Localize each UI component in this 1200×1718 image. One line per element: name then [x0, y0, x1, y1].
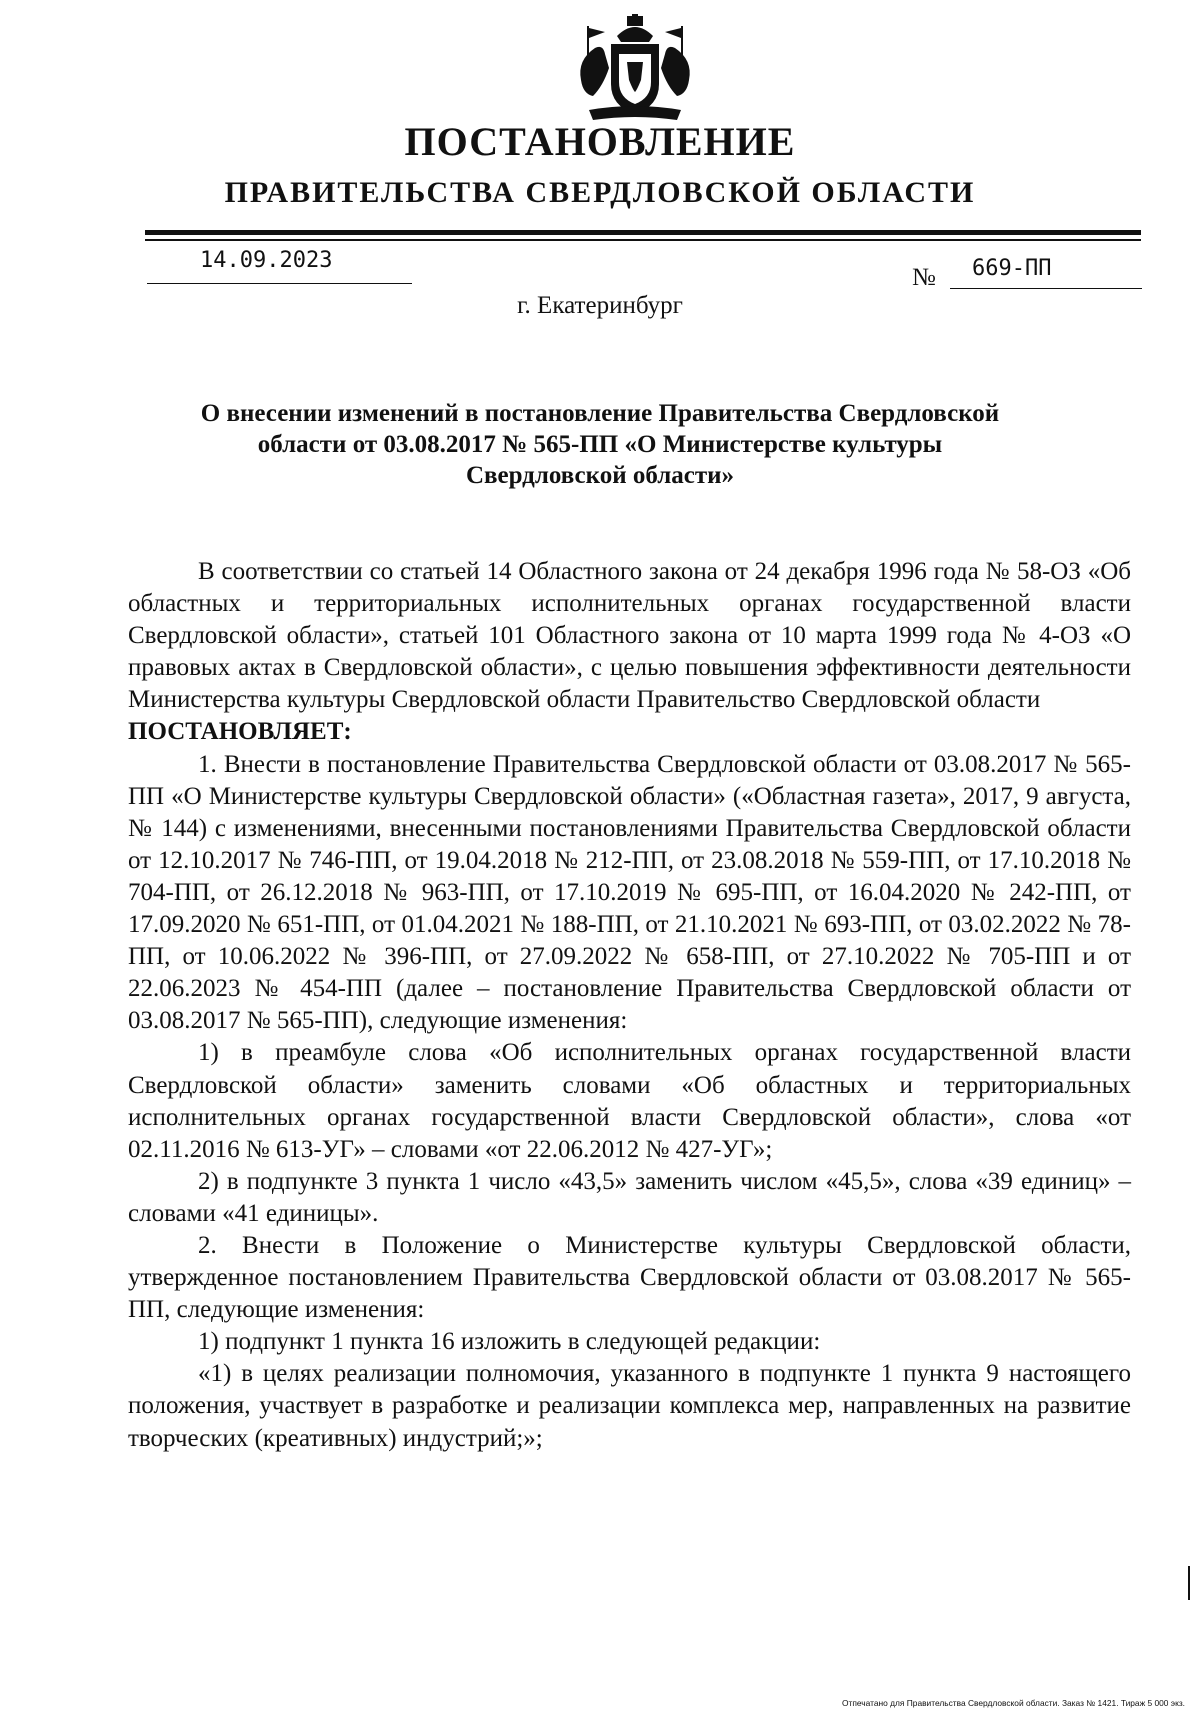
print-note: Отпечатано для Правительства Свердловской области. Заказ № 1421. Тираж 5 000 экз. — [842, 1698, 1185, 1708]
coat-of-arms-icon — [575, 14, 695, 126]
paragraph-item-2-1-quote: «1) в целях реализации полномочия, указанного в подпункте 1 пункта 9 настоящего положения, участвует в разработке и реализации комплекса мер, направленных на развитие творческих (креативных) индустрий;»; — [128, 1360, 1131, 1452]
document-number: 669-ПП — [972, 256, 1052, 281]
number-underline — [950, 288, 1142, 289]
date-underline — [147, 283, 412, 284]
paragraph-preamble: В соответствии со статьей 14 Областного закона от 24 декабря 1996 года № 58-ОЗ «Об областных и территориальных исполнительных органах государственной власти Свердловской области», статьей 101 Областного закона от 10 марта 1999 года № 4-ОЗ «О правовых актах в Свердловской области», с целью повышения эффективности деятельности Министерства культуры Свердловской области Правительство Свердловской области — [128, 558, 1131, 714]
paragraph-item-1-1: 1) в преамбуле слова «Об исполнительных органах государственной власти Свердловской области» заменить словами «Об областных и территориальных исполнительных органах государственной власти Свердловской области», слова «от 02.11.2016 № 613-УГ» – словами «от 22.06.2012 № 427-УГ»; — [128, 1039, 1131, 1163]
document-type-title: ПОСТАНОВЛЕНИЕ — [404, 119, 796, 164]
header-rule-thin — [145, 239, 1141, 241]
document-body — [128, 556, 1131, 1455]
document-heading: О внесении изменений в постановление Правительства Свердловской области от 03.08.2017 № 565-ПП «О Министерстве культуры Свердловской области» — [200, 400, 1000, 489]
city-name: г. Екатеринбург — [517, 292, 683, 319]
document-date: 14.09.2023 — [200, 248, 333, 273]
header-rule-thick — [145, 230, 1141, 235]
paragraph-item-1: 1. Внести в постановление Правительства Свердловской области от 03.08.2017 № 565-ПП «О Министерстве культуры Свердловской области» («Областная газета», 2017, 9 августа, № 144) с изменениями, внесенными постановлениями Правительства Свердловской области от 12.10.2017 № 746-ПП, от 19.04.2018 № 212-ПП, от 23.08.2018 № 559-ПП, от 17.10.2018 № 704-ПП, от 26.12.2018 № 963-ПП, от 17.10.2019 № 695-ПП, от 16.04.2020 № 242-ПП, от 17.09.2020 № 651-ПП, от 01.04.2021 № 188-ПП, от 21.10.2021 № 693-ПП, от 03.02.2022 № 78-ПП, от 10.06.2022 № 396-ПП, от 27.09.2022 № 658-ПП, от 27.10.2022 № 705-ПП и от 22.06.2023 № 454-ПП (далее – постановление Правительства Свердловской области от 03.08.2017 № 565-ПП), следующие изменения: — [128, 750, 1131, 1035]
paragraph-item-2-1: 1) подпункт 1 пункта 16 изложить в следующей редакции: — [198, 1328, 821, 1356]
scan-margin-mark — [1188, 1566, 1190, 1600]
issuer-subtitle: ПРАВИТЕЛЬСТВА СВЕРДЛОВСКОЙ ОБЛАСТИ — [224, 176, 976, 209]
paragraph-item-1-2: 2) в подпункте 3 пункта 1 число «43,5» заменить числом «45,5», слова «39 единиц» – словами «41 единицы». — [128, 1167, 1131, 1227]
number-sign: № — [912, 264, 936, 291]
paragraph-item-2: 2. Внести в Положение о Министерстве культуры Свердловской области, утвержденное постановлением Правительства Свердловской области от 03.08.2017 № 565-ПП, следующие изменения: — [128, 1231, 1131, 1324]
paragraph-resolves: ПОСТАНОВЛЯЕТ: — [128, 718, 352, 746]
